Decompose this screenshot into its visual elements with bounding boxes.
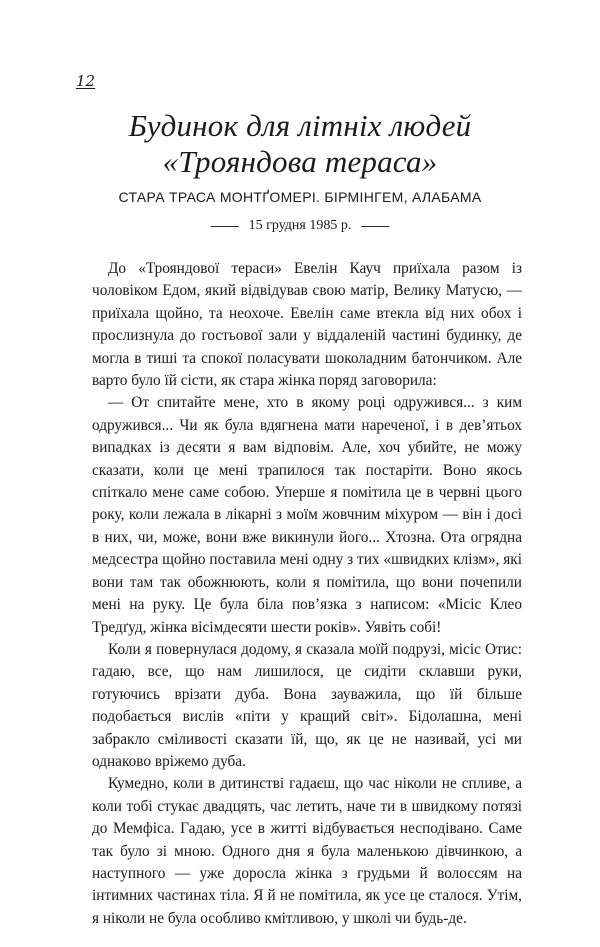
dateline-rule-left [211, 226, 239, 227]
dateline-rule-right [361, 226, 389, 227]
paragraph: Кумедно, коли в дитинстві гадаєш, що час ніколи не спливе, а коли тобі стукає двадцять, час летить, наче ти в швидкому потязі до Мемфіса. Гадаю, усе в житті відбувається несподівано. Саме так було зі мною. Одного дня я була маленькою дівчинкою, а наступного — уже доросла жінка з грудьми й волоссям на інтимних частинах тіла. Я й не помітила, як усе це сталося. Утім, я ніколи не була особливо кмітливою, у школі чи будь-де. [92, 775, 522, 927]
chapter-title-line-2: «Трояндова тераса» [162, 144, 438, 179]
paragraph: Коли я повернулася додому, я сказала моїй подрузі, місіс Отис: гадаю, все, що нам лишилося, це сидіти склавши руки, готуючись врізати дуба. Вона зауважила, що їй більше подобається вислів «піти у кращий світ». Бідолашна, мені забракло сміливості сказати їй, що, як це не називай, усі ми однаково вріжемо дуба. [92, 640, 522, 770]
chapter-date: 15 грудня 1985 р. [248, 218, 352, 233]
paragraph: До «Трояндової тераси» Евелін Кауч приїхала разом із чоловіком Едом, який відвідував свою матір, Велику Матусю, — приїхала щойно, та неохоче. Евелін саме втекла від них обох і прослизнула до гостьової зали у віддаленій частині будинку, де могла в тиші та спокої поласувати шоколадним батончиком. Але варто було їй сісти, як стара жінка поряд заговорила: [92, 260, 522, 390]
paragraph: — От спитайте мене, хто в якому році одружився... з ким одружився... Чи як була вдягнена мати нареченої, і в дев’ятьох випадках із десяти я вам відповім. Але, хоч убийте, не можу сказати, коли це мені трапилося так постаріти. Воно якось спіткало мене саме собою. Уперше я помітила це в червні цього року, коли лежала в лікарні з моїм жовчним міхуром — він і досі в них, чи, може, вони вже викинули його... Хтозна. Ота огрядна медсестра щойно поставила мені одну з тих «швидких клізм», які вони там так обожнюють, коли я помітила, що вони почепили мені на руку. Це була біла пов’язка з написом: «Місіс Клео Тредґуд, жінка вісімдесяти шести років». Уявіть собі! [92, 394, 522, 636]
chapter-title-line-1: Будинок для літніх людей [128, 108, 472, 143]
chapter-dateline [60, 218, 540, 234]
page-number: 12 [76, 72, 96, 90]
chapter-title [60, 108, 540, 180]
chapter-location: СТАРА ТРАСА МОНТҐОМЕРІ. БІРМІНГЕМ, АЛАБАМА [118, 189, 482, 205]
body-text [92, 258, 522, 930]
